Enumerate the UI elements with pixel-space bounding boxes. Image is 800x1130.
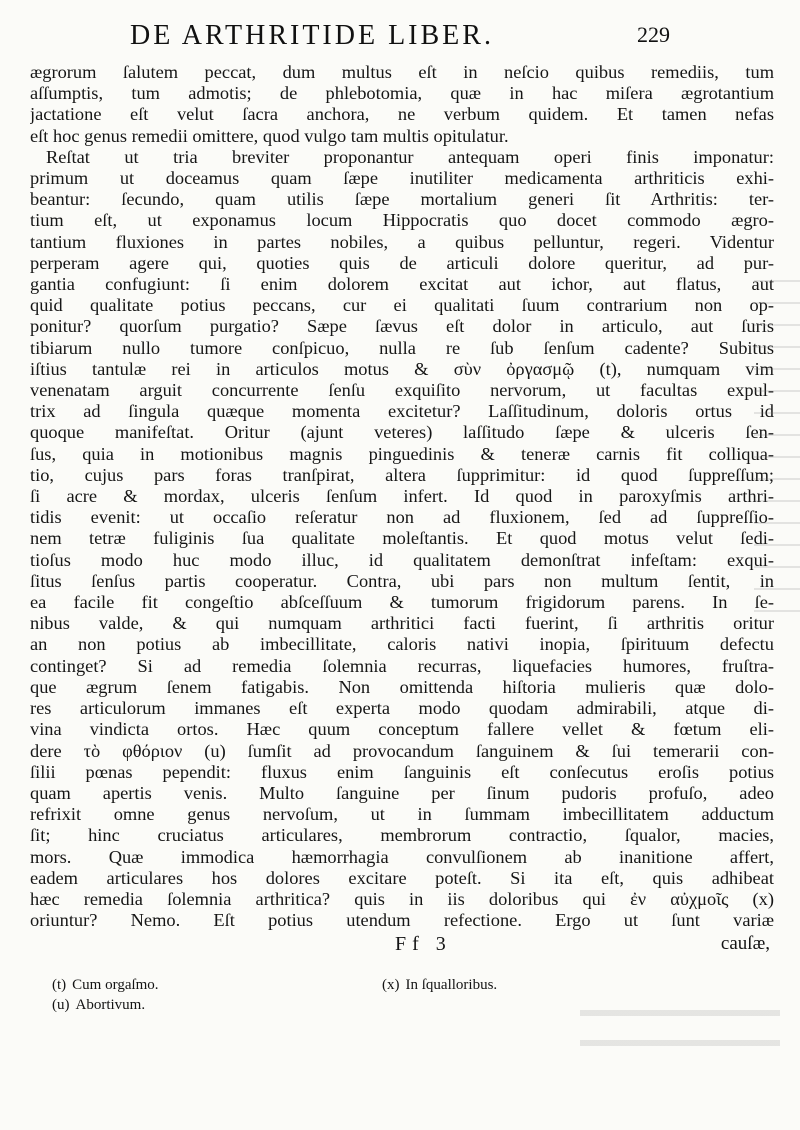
footnote-x [382,975,497,995]
text-line: ſi acre & mordax, ulceris ſenſum infert. Id quod in paroxyſmis arthri- [30,486,774,507]
text-line: tibiarum nullo tumore conſpicuo, nulla re ſub ſenſum cadente? Subitus [30,337,774,358]
text-line: trix ad ſingula quæque momenta excitetur? Laſſitudinum, doloris ortus id [30,401,774,422]
signature-line [0,933,800,959]
text-line: hæc remedia ſolemnia arthritica? quis in iis doloribus qui ἐν αὐχμοῖς (x) [30,888,774,909]
bleed-through-margin [754,280,800,620]
text-line: quoque manifeſtat. Oritur (ajunt veteres) laſſitudo ſæpe & ulceris ſen- [30,422,774,443]
text-line: tidis evenit: ut occaſio reſeratur non ad fluxionem, ſed ad ſuppreſſio- [30,507,774,528]
footnote-t [52,975,159,995]
footnote-text: Cum orgaſmo. [72,977,159,993]
running-header [130,20,670,60]
text-line: ægrorum ſalutem peccat, dum multus eſt in neſcio quibus remediis, tum [30,62,774,82]
text-line: beantur: ſecundo, quam utilis ſæpe mortalium generi ſit Arthritis: ter- [30,189,774,210]
text-line: jactatione eſt velut ſacra anchora, ne verbum quidem. Et tamen nefas [30,104,774,125]
text-line: tantium fluxiones in partes nobiles, a quibus pelluntur, regeri. Videntur [30,231,774,252]
text-line: dere τὸ φθόριον (u) ſumſit ad provocandum ſanguinem & ſui temerarii con- [30,740,774,761]
text-line: ea facile fit congeſtio abſceſſuum & tumorum frigidorum parens. In ſe- [30,592,774,613]
text-line: ſit; hinc cruciatus articulares, membrorum contractio, ſqualor, macies, [30,825,774,846]
text-line: nibus valde, & qui numquam arthritici facti fuerint, ſi arthritis oritur [30,613,774,634]
text-line: perperam agere qui, quoties quis de articuli dolore queritur, ad pur- [30,252,774,273]
text-line: quam apertis venis. Multo ſanguine per ſinum pudoris profuſo, adeo [30,782,774,803]
paragraph-first-line: Reſtat ut tria breviter proponantur antequam operi finis imponatur: [46,146,774,167]
text-line: iſtius tantulæ rei in articulos motus & σὺν ὀργασμῷ (t), numquam vim [30,358,774,379]
text-line: tio, cujus pars foras tranſpirat, altera ſupprimitur: id quod ſuppreſſum; [30,464,774,485]
text-line: res articulorum immanes eſt experta modo quodam admirabili, atque di- [30,698,774,719]
footnote-text: In ſqualloribus. [405,977,498,993]
text-line: ſilii pœnas pependit: fluxus enim ſanguinis eſt conſecutus eroſis potius [30,761,774,782]
text-line: ponitur? quorſum purgatio? Sæpe ſævus eſt dolor in articulo, aut ſuris [30,316,774,337]
running-title: DE ARTHRITIDE LIBER. [130,20,494,51]
text-line: oriuntur? Nemo. Eſt potius utendum refectione. Ergo ut ſunt variæ [30,910,774,931]
text-line: continget? Si ad remedia ſolemnia recurras, liquefacies humores, fruſtra- [30,655,774,676]
text-line: vina vindicta ortos. Hæc quum conceptum fallere vellet & fœtum eli- [30,719,774,740]
footnote-text: Abortivum. [75,997,146,1013]
catchword: cauſæ, [720,933,770,954]
text-line: gantia confugiunt: ſi enim dolorem excitat aut ichor, aut flatus, aut [30,274,774,295]
text-line: tium eſt, ut exponamus locum Hippocratis quo docet commodo ægro- [30,210,774,231]
text-line: tioſus modo huc modo illuc, id qualitatem demonſtrat infeſtam: exqui- [30,549,774,570]
text-line: aſſumptis, tum admotis; de phlebotomia, quæ in hac miſera ægrotantium [30,83,774,104]
bleed-through-bottom [580,1010,780,1070]
text-line: ſus, quia in motionibus magnis pinguedinis & teneræ carnis fit colliqua- [30,443,774,464]
footnote-mark: (t) [52,977,67,993]
text-line: venenatam arguit concurrente ſenſu exquiſito nervorum, ut facultas expul- [30,380,774,401]
text-line: an non potius ab imbecillitate, caloris nativi inopia, ſpirituum defectu [30,634,774,655]
text-line: que ægrum ſenem fatigabis. Non omittenda hiſtoria mulieris quæ dolo- [30,676,774,697]
text-line: quid qualitate potius peccans, cur ei qualitati ſuum contrarium non op- [30,295,774,316]
text-line: ſitus ſenſus partis cooperatur. Contra, ubi pars non multum ſentit, in [30,570,774,591]
text-line: mors. Quæ immodica hæmorrhagia convulſionem ab inanitione affert, [30,846,774,867]
page-number: 229 [637,22,670,47]
signature-mark: Ff 3 [395,933,452,955]
text-line: primum ut doceamus quam ſæpe inutiliter medicamenta arthriticis exhi- [30,168,774,189]
footnote-mark: (x) [382,977,400,993]
footnote-mark: (u) [52,997,70,1013]
text-line: eadem articulares hos dolores excitare poteſt. Si ita eſt, quis adhibeat [30,867,774,888]
main-text-block [30,62,774,931]
text-line: refrixit omne genus nervoſum, ut in ſummam imbecillitatem adductum [30,804,774,825]
footnote-u [52,995,145,1015]
text-line: eſt hoc genus remedii omittere, quod vulgo tam multis opitulatur. [30,125,509,146]
text-line: nem tetræ fuliginis ſua qualitate moleſtantis. Et quod motus velut ſedi- [30,528,774,549]
